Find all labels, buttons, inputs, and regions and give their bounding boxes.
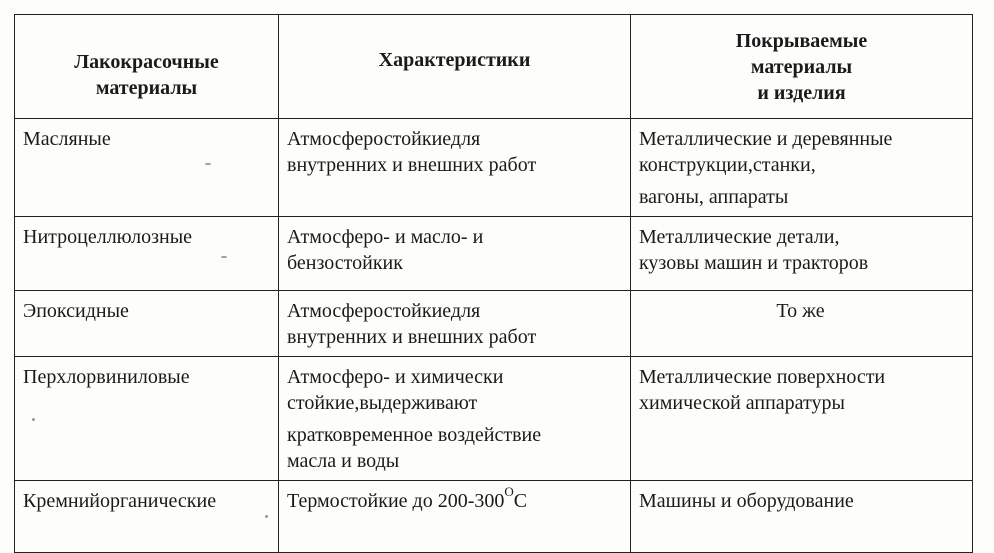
header-applications	[631, 15, 973, 119]
material-cell	[15, 119, 279, 217]
table-row	[15, 217, 973, 291]
table-row	[15, 119, 973, 217]
materials-table	[14, 14, 973, 553]
cell-text: вагоны, аппараты	[639, 186, 789, 208]
characteristics-cell	[279, 357, 631, 481]
cell-text: внутренних и внешних работ	[287, 326, 537, 348]
applications-cell	[631, 481, 973, 553]
characteristics-cell	[279, 217, 631, 291]
cell-text: химической аппаратуры	[639, 392, 845, 414]
material-name: Эпоксидные	[23, 300, 129, 322]
header-text: материалы	[750, 55, 853, 78]
cell-text: Атмосферостойкиедля	[287, 128, 481, 150]
material-name: Кремнийорганические	[23, 490, 217, 512]
cell-text: бензостойкик	[287, 252, 403, 274]
material-name: Нитроцеллюлозные	[23, 226, 193, 248]
table-row	[15, 481, 973, 553]
cell-text: Металлические детали,	[639, 226, 840, 248]
table-row	[15, 357, 973, 481]
degree-superscript: O	[504, 484, 514, 500]
cell-text: Машины и оборудование	[639, 490, 854, 512]
cell-text: внутренних и внешних работ	[287, 154, 537, 176]
scan-speck	[265, 515, 268, 518]
cell-text: Атмосферо- и масло- и	[287, 226, 484, 248]
cell-text: конструкции,станки,	[639, 154, 816, 176]
applications-cell	[631, 357, 973, 481]
cell-text: стойкие,выдерживают	[287, 392, 478, 414]
cell-text: масла и воды	[287, 450, 400, 472]
header-characteristics	[279, 15, 631, 119]
cell-text: Металлические поверхности	[639, 366, 886, 388]
material-cell	[15, 357, 279, 481]
temperature-text: Термостойкие до 200-300	[287, 490, 505, 512]
cell-text: Атмосферостойкиедля	[287, 300, 481, 322]
characteristics-cell	[279, 119, 631, 217]
cell-text: кузовы машин и тракторов	[639, 252, 869, 274]
material-cell	[15, 291, 279, 357]
table-row	[15, 291, 973, 357]
scan-speck	[32, 418, 35, 421]
scan-speck	[221, 256, 227, 258]
material-cell	[15, 481, 279, 553]
characteristics-cell	[279, 481, 631, 553]
applications-cell	[631, 291, 973, 357]
header-text: Характеристики	[378, 48, 531, 71]
cell-text: Металлические и деревянные	[639, 128, 893, 150]
cell-text: Атмосферо- и химически	[287, 366, 504, 388]
celsius-unit: C	[513, 490, 528, 512]
header-materials	[15, 15, 279, 119]
header-text: материалы	[95, 76, 198, 99]
header-text: Покрываемые	[735, 29, 868, 52]
material-name: Масляные	[23, 128, 111, 150]
applications-cell	[631, 119, 973, 217]
material-name: Перхлорвиниловые	[23, 366, 190, 388]
table-header-row	[15, 15, 973, 119]
characteristics-cell	[279, 291, 631, 357]
cell-text	[287, 484, 620, 514]
scan-speck	[205, 163, 211, 165]
header-text: и изделия	[757, 81, 846, 104]
applications-cell	[631, 217, 973, 291]
material-cell	[15, 217, 279, 291]
cell-text: То же	[776, 300, 825, 322]
header-text: Лакокрасочные	[74, 50, 219, 73]
cell-text: кратковременное воздействие	[287, 424, 542, 446]
